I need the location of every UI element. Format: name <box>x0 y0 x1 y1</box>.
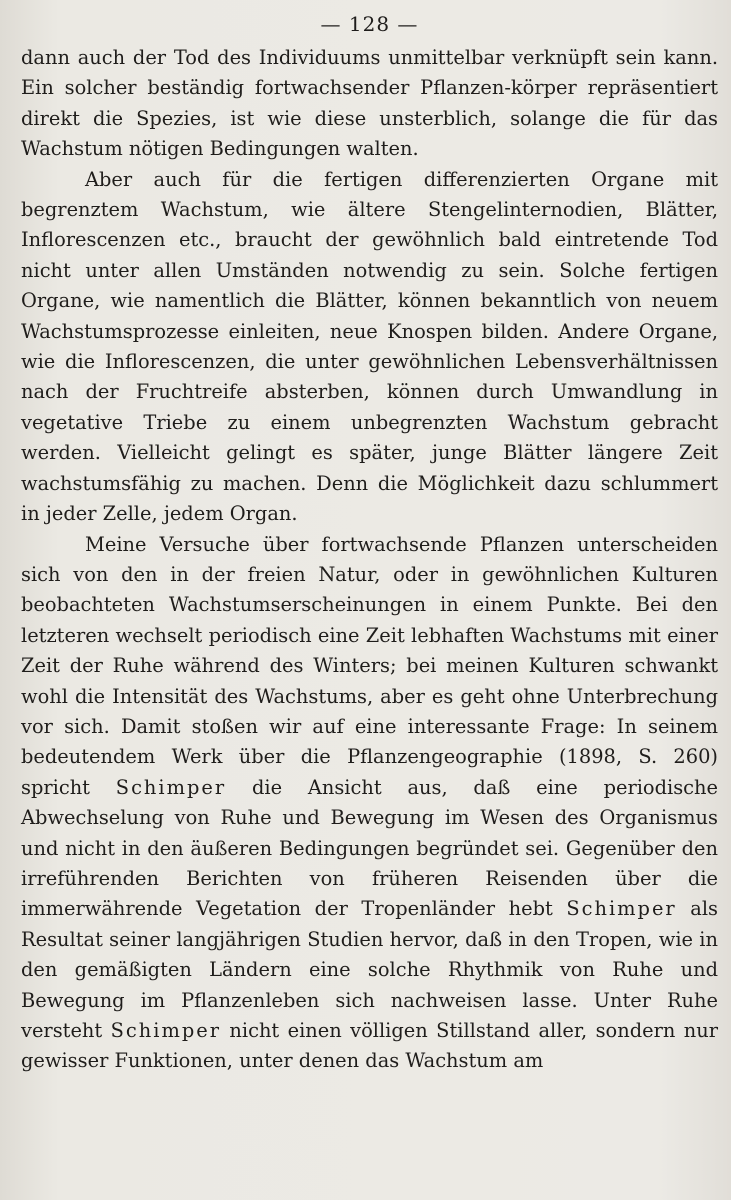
author-name-schimper: Schimper <box>115 775 227 799</box>
paragraph-3-segment-3: als Resultat seiner langjährigen Studien hervor, daß in den Tropen, wie in den gemäßigten Ländern eine solche Rhythmik von Ruhe und Bewegung im Pflanzenleben sich nachweisen lasse. Unter Ruhe versteht <box>21 897 718 1042</box>
author-name-schimper: Schimper <box>566 897 677 921</box>
paragraph-1: dann auch der Tod des Individuums unmittelbar verknüpft sein kann. Ein solcher beständig fortwachsender Pflanzen-körper repräsentiert direkt die Spezies, ist wie diese unsterblich, solange die für das Wachstum nötigen Bedingungen walten. <box>21 46 718 161</box>
paragraph-2: Aber auch für die fertigen differenzierten Organe mit begrenztem Wachstum, wie ältere Stengelinternodien, Blätter, Inflorescenzen etc., braucht der gewöhnlich bald eintretende Tod nicht unter allen Umständen notwendig zu sein. Solche fertigen Organe, wie namentlich die Blätter, können bekanntlich von neuem Wachstumsprozesse einleiten, neue Knospen bilden. Andere Organe, wie die Inflorescenzen, die unter gewöhnlichen Lebensverhältnissen nach der Fruchtreife absterben, können durch Umwandlung in vegetative Triebe zu einem unbegrenzten Wachstum gebracht werden. Vielleicht gelingt es später, junge Blätter längere Zeit wachstumsfähig zu machen. Denn die Möglichkeit dazu schlummert in jeder Zelle, jedem Organ. <box>21 167 718 526</box>
page-number: — 128 — <box>320 12 419 36</box>
paragraph-3-segment-1: Meine Versuche über fortwachsende Pflanzen unterscheiden sich von den in der freien Natur, oder in gewöhnlichen Kulturen beobachteten Wachstumserscheinungen in einem Punkte. Bei den letzteren wechselt periodisch eine Zeit lebhaften Wachstums mit einer Zeit der Ruhe während des Winters; bei meinen Kulturen schwankt wohl die Intensität des Wachstums, aber es geht ohne Unterbrechung vor sich. Damit stoßen wir auf eine interessante Frage: In seinem bedeutendem Werk über die Pflanzengeographie (1898, S. 260) spricht <box>21 532 718 799</box>
body-text <box>21 43 718 1077</box>
paragraph-3-segment-4: nicht einen völligen Stillstand aller, sondern nur gewisser Funktionen, unter denen das Wachstum am <box>21 1019 718 1073</box>
author-name-schimper: Schimper <box>110 1019 221 1042</box>
paragraph-3-segment-2: die Ansicht aus, daß eine periodische Abwechselung von Ruhe und Bewegung im Wesen des Organismus und nicht in den äußeren Bedingungen begründet sei. Gegenüber den irreführenden Berichten von früheren Reisenden über die immerwährende Vegetation der Tropenländer hebt <box>21 775 718 921</box>
paragraph-3 <box>21 530 718 1077</box>
